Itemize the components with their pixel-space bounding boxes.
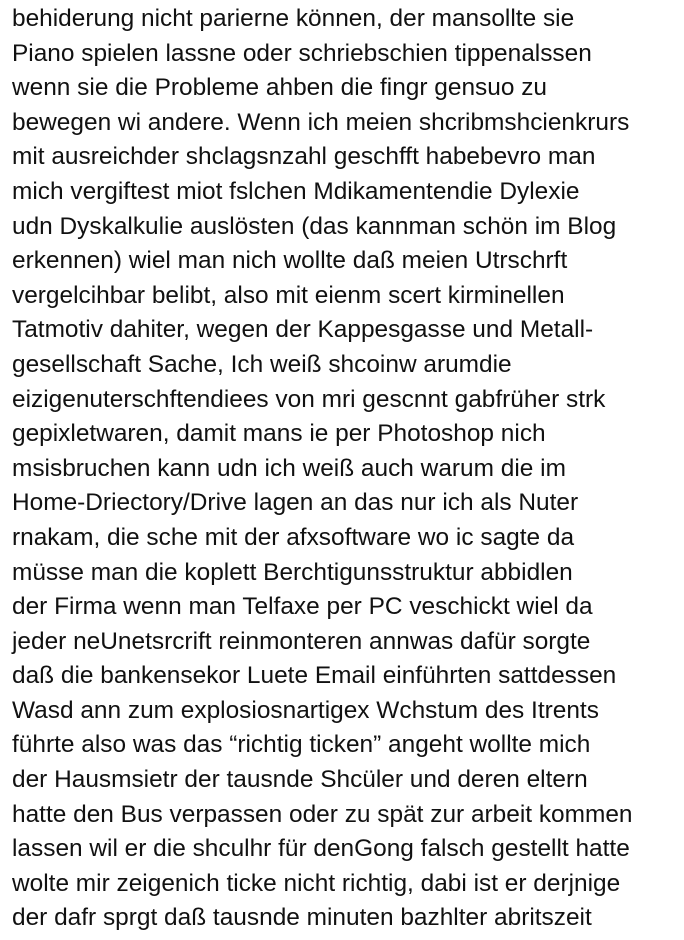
text-line: Home-Driectory/Drive lagen an das nur ich als Nuter — [12, 489, 579, 517]
text-line: behiderung nicht parierne können, der mansollte sie — [12, 5, 575, 32]
text-line: müsse man die koplett Berchtigunsstruktur abbidlen — [12, 558, 573, 586]
text-line: gepixletwaren, damit mans ie per Photoshop nich — [12, 420, 546, 448]
text-line: wolte mir zeigenich ticke nicht richtig, dabi ist er derjnige — [12, 869, 621, 897]
text-line: msisbruchen kann udn ich weiß auch warum die im — [12, 454, 566, 482]
text-line: jeder neUnetsrcrift reinmonteren annwas dafür sorgte — [12, 627, 591, 655]
text-line: Tatmotiv dahiter, wegen der Kappesgasse und Metall- — [12, 316, 594, 344]
text-line: rnakam, die sche mit der afxsoftware wo ic sagte da — [12, 523, 575, 551]
text-line: Wasd ann zum explosiosnartigex Wchstum des Itrents — [12, 696, 599, 724]
text-line: mit ausreichder shclagsnzahl geschfft habebevro man — [12, 143, 596, 171]
text-line: erkennen) wiel man nich wollte daß meien Utrschrft — [12, 247, 568, 275]
text-line: hatte den Bus verpassen oder zu spät zur arbeit kommen — [12, 800, 633, 828]
text-line: eizigenuterschftendiees von mri gescnnt gabfrüher strk — [12, 385, 606, 413]
body-text — [12, 2, 682, 936]
text-line: der Firma wenn man Telfaxe per PC veschickt wiel da — [12, 593, 593, 621]
text-line: führte also was das “richtig ticken” angeht wollte mich — [12, 731, 591, 759]
text-line: vergelcihbar belibt, also mit eienm scert kirminellen — [12, 281, 565, 309]
text-line: lassen wil er die shculhr für denGong falsch gestellt hatte — [12, 835, 630, 863]
text-line: der Hausmsietr der tausnde Shcüler und deren eltern — [12, 766, 588, 794]
text-line: bewegen wi andere. Wenn ich meien shcribmshcienkrurs — [12, 108, 630, 136]
text-line: wenn sie die Probleme ahben die fingr gensuo zu — [12, 74, 548, 102]
text-line: daß die bankensekor Luete Email einführten sattdessen — [12, 662, 617, 690]
text-line: gesellschaft Sache, Ich weiß shcoinw arumdie — [12, 350, 512, 378]
text-line: mich vergiftest miot fslchen Mdikamentendie Dylexie — [12, 177, 580, 205]
text-line: der dafr sprgt daß tausnde minuten bazhlter abritszeit — [12, 904, 592, 932]
text-line: udn Dyskalkulie auslösten (das kannman schön im Blog — [12, 212, 617, 240]
text-line: Piano spielen lassne oder schriebschien tippenalssen — [12, 39, 592, 67]
